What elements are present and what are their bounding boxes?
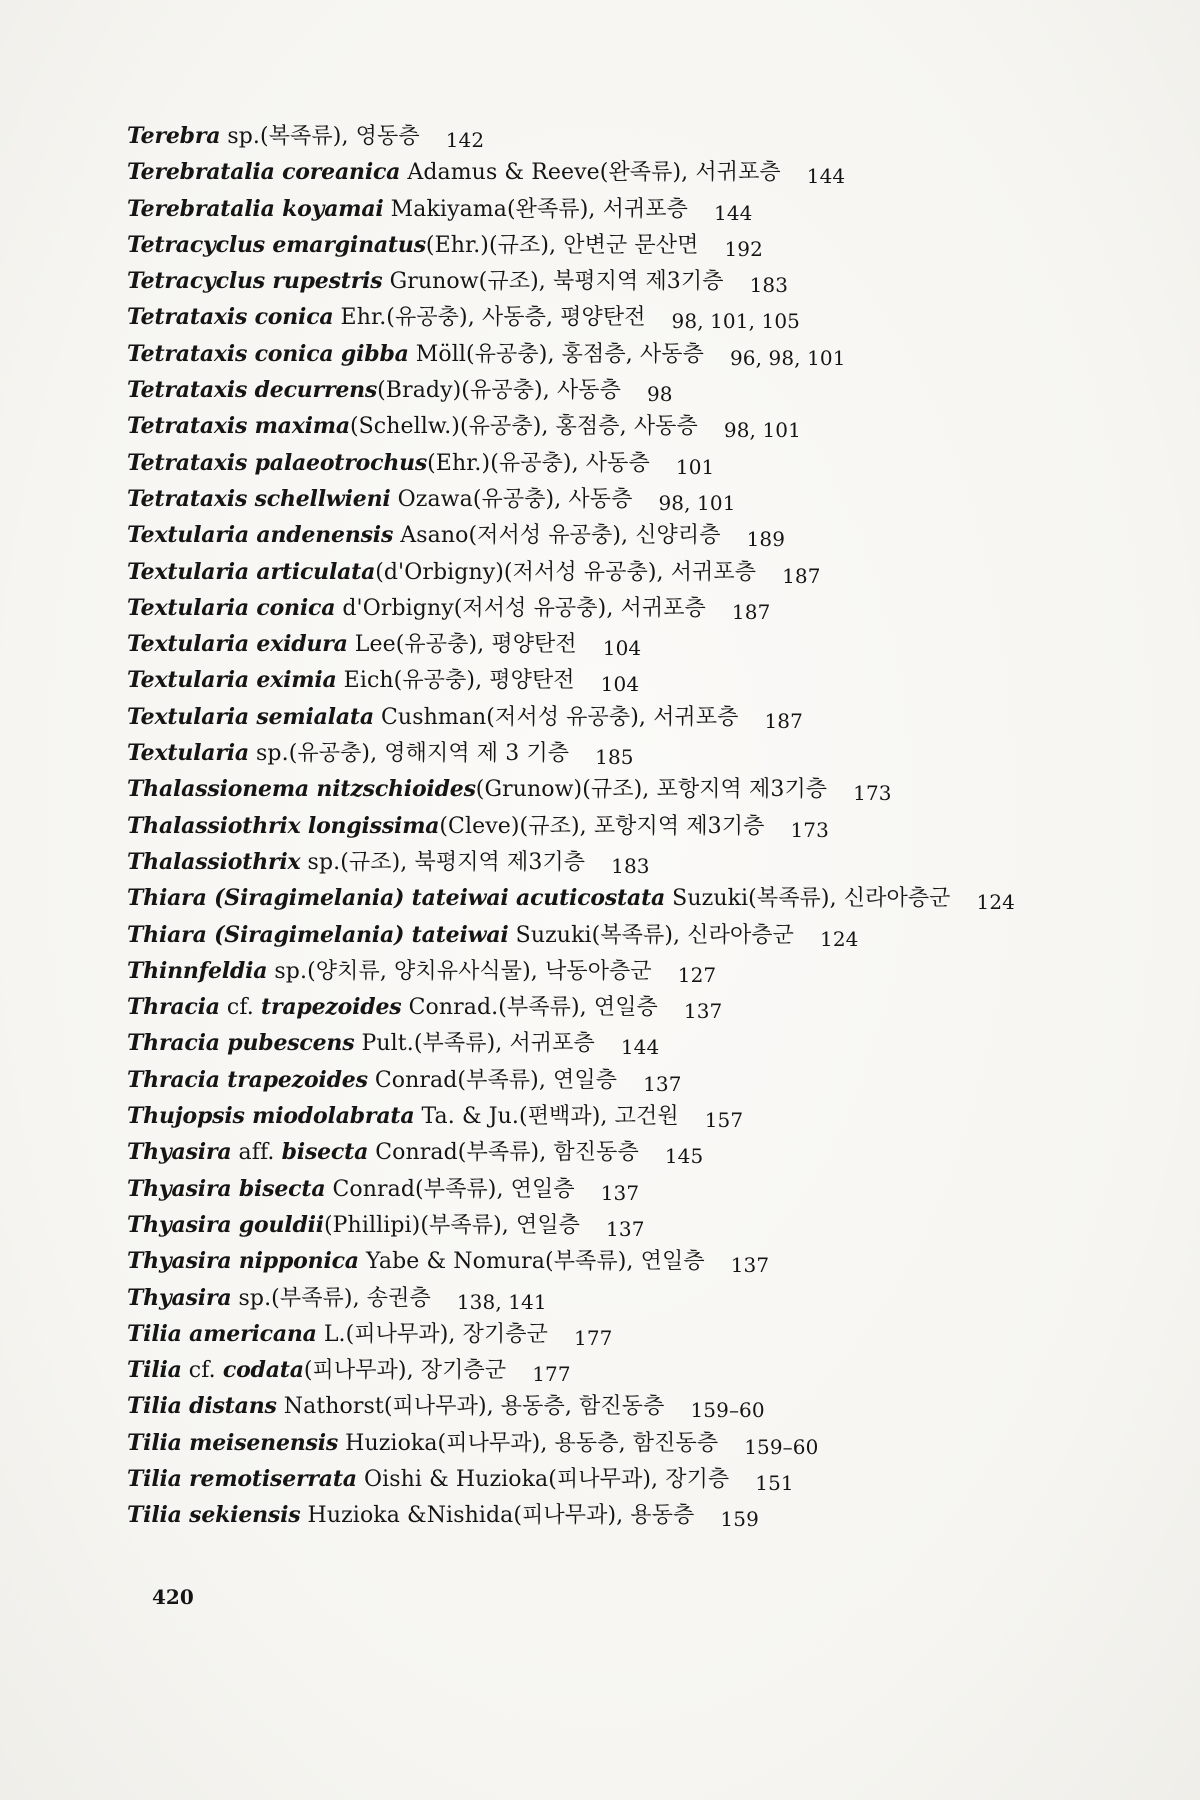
index-entry xyxy=(127,445,1147,481)
page-references: 144 xyxy=(806,164,846,189)
index-entry xyxy=(127,662,1147,698)
page-references: 144 xyxy=(714,200,753,225)
index-entry xyxy=(127,481,1147,517)
scientific-name: Thiara (Siragimelania) tateiwai xyxy=(127,921,509,948)
scientific-name: Thalassiothrix xyxy=(127,848,301,875)
index-entry xyxy=(127,1352,1147,1388)
page-references: 151 xyxy=(755,1470,794,1495)
scientific-name: Textularia semialata xyxy=(127,703,374,730)
scientific-name: Tetrataxis conica gibba xyxy=(127,340,409,367)
index-entry xyxy=(127,263,1147,299)
scientific-name: Tilia xyxy=(127,1357,182,1384)
entry-details: Cushman(저서성 유공충), 서귀포층 xyxy=(373,704,739,730)
index-entry xyxy=(127,299,1147,335)
index-entry xyxy=(127,1497,1147,1533)
index-entry xyxy=(127,336,1147,372)
index-entry xyxy=(127,517,1147,553)
page-references: 187 xyxy=(731,599,771,624)
scientific-name: Thyasira bisecta xyxy=(127,1175,326,1202)
scientific-name: Thyasira xyxy=(127,1139,232,1166)
scientific-name: Textularia articulata xyxy=(127,558,376,585)
entry-details: (피나무과), 장기층군 xyxy=(303,1358,507,1384)
index-entry xyxy=(127,154,1147,190)
scientific-name: Thracia xyxy=(127,994,220,1021)
scientific-name: bisecta xyxy=(281,1139,369,1166)
index-entry xyxy=(127,1461,1147,1497)
entry-details: sp.(유공충), 영해지역 제 3 기층 xyxy=(248,741,570,767)
scientific-name: Tilia meisenensis xyxy=(127,1429,339,1456)
index-entry xyxy=(127,880,1147,916)
page-references: 142 xyxy=(445,128,485,152)
index-entry xyxy=(127,953,1147,989)
scientific-name: Thracia trapezoides xyxy=(127,1066,368,1093)
scientific-name: Thujopsis miodolabrata xyxy=(127,1103,415,1130)
scientific-name: Thinnfeldia xyxy=(127,957,268,984)
page-references: 137 xyxy=(600,1180,640,1205)
entry-details: Huzioka(피나무과), 용동층, 함진동층 xyxy=(338,1430,719,1456)
scientific-name: Thalassiothrix longissima xyxy=(127,812,440,839)
scientific-name: Thalassionema nitzschioides xyxy=(127,776,476,803)
scientific-name: Tetrataxis decurrens xyxy=(127,377,378,404)
entry-details: Pult.(부족류), 서귀포층 xyxy=(354,1031,595,1057)
entry-details: Ta. & Ju.(편백과), 고건원 xyxy=(414,1104,679,1130)
entry-details: Huzioka &Nishida(피나무과), 용동층 xyxy=(300,1503,695,1529)
page-references: 98, 101, 105 xyxy=(671,309,800,334)
page-references: 138, 141 xyxy=(456,1289,547,1314)
entry-details: d'Orbigny(저서성 유공충), 서귀포층 xyxy=(335,595,706,621)
index-entry-list xyxy=(127,118,1147,1534)
page-references: 98, 101 xyxy=(723,418,801,443)
scientific-name: Textularia xyxy=(127,740,249,767)
page-references: 124 xyxy=(976,890,1016,915)
page-references: 177 xyxy=(574,1325,613,1350)
index-entry xyxy=(127,1025,1147,1061)
scientific-name: Textularia eximia xyxy=(127,667,337,694)
page-references: 159 xyxy=(720,1507,759,1532)
scientific-name: Tilia americana xyxy=(127,1320,317,1347)
index-entry xyxy=(127,917,1147,953)
index-entry xyxy=(127,1243,1147,1279)
scientific-name: Tetrataxis conica xyxy=(127,304,334,331)
entry-details: (Ehr.)(규조), 안변군 문산면 xyxy=(425,232,699,258)
scientific-name: Textularia andenensis xyxy=(127,522,394,549)
page-references: 98, 101 xyxy=(658,490,736,515)
index-entry xyxy=(127,1316,1147,1352)
entry-details: Conrad(부족류), 연일층 xyxy=(325,1176,575,1202)
index-entry xyxy=(127,844,1147,880)
entry-details: Conrad.(부족류), 연일층 xyxy=(401,995,658,1021)
scientific-name: Tetracyclus rupestris xyxy=(127,268,383,295)
scientific-name: Terebra xyxy=(127,123,221,149)
page-references: 127 xyxy=(677,962,717,987)
page-references: 124 xyxy=(820,926,859,951)
page-references: 192 xyxy=(724,236,763,261)
scientific-name: Tilia distans xyxy=(127,1393,277,1420)
page-references: 187 xyxy=(764,708,803,733)
entry-details: sp.(복족류), 영동층 xyxy=(220,124,420,149)
index-entry xyxy=(127,1207,1147,1243)
page-references: 104 xyxy=(600,672,640,697)
page-references: 173 xyxy=(853,781,892,806)
entry-details: (Ehr.)(유공충), 사동층 xyxy=(427,450,650,476)
page-references: 159–60 xyxy=(690,1398,765,1423)
scientific-name: Thyasira nipponica xyxy=(127,1248,359,1275)
entry-details: (Phillipi)(부족류), 연일층 xyxy=(323,1212,581,1238)
scientific-name: codata xyxy=(222,1357,304,1384)
scientific-name: Tetrataxis maxima xyxy=(127,413,350,440)
entry-details: Conrad(부족류), 연일층 xyxy=(367,1067,618,1093)
entry-details: Asano(저서성 유공충), 신양리층 xyxy=(393,523,721,549)
index-entry xyxy=(127,372,1147,408)
entry-details: (d'Orbigny)(저서성 유공충), 서귀포층 xyxy=(375,559,757,585)
index-entry xyxy=(127,1280,1147,1316)
index-entry xyxy=(127,808,1147,844)
scientific-name: Tilia sekiensis xyxy=(127,1502,301,1529)
entry-details: Yabe & Nomura(부족류), 연일층 xyxy=(358,1249,705,1275)
entry-details: (Brady)(유공충), 사동층 xyxy=(377,378,621,404)
entry-details: Suzuki(복족류), 신라아층군 xyxy=(665,886,951,912)
scientific-name: Textularia conica xyxy=(127,594,336,621)
entry-details: aff. xyxy=(231,1140,282,1166)
scientific-name: Tilia remotiserrata xyxy=(127,1465,357,1492)
index-entry xyxy=(127,989,1147,1025)
page-references: 137 xyxy=(606,1216,645,1241)
entry-details: sp.(양치류, 양치유사식물), 낙동아층군 xyxy=(267,958,652,984)
entry-details: cf. xyxy=(181,1358,223,1384)
index-entry xyxy=(127,408,1147,444)
entry-details: sp.(규조), 북평지역 제3기층 xyxy=(300,849,586,875)
page-references: 173 xyxy=(790,817,829,842)
entry-details: Ehr.(유공충), 사동층, 평양탄전 xyxy=(333,305,646,331)
entry-details: Möll(유공충), 홍점층, 사동층 xyxy=(408,341,704,367)
scientific-name: trapezoides xyxy=(261,994,402,1021)
page-references: 104 xyxy=(602,636,642,661)
index-entry xyxy=(127,118,1147,154)
entry-details: Lee(유공충), 평양탄전 xyxy=(347,632,577,658)
index-entry xyxy=(127,1062,1147,1098)
entry-details: sp.(부족류), 송권층 xyxy=(231,1285,431,1311)
scientific-name: Thracia pubescens xyxy=(127,1030,355,1057)
entry-details: Eich(유공충), 평양탄전 xyxy=(336,668,575,694)
page-references: 137 xyxy=(730,1253,770,1278)
index-entry xyxy=(127,1134,1147,1170)
page-number: 420 xyxy=(152,1585,194,1609)
page-references: 177 xyxy=(532,1362,571,1387)
page-references: 98 xyxy=(646,382,673,407)
entry-details: Ozawa(유공충), 사동층 xyxy=(390,486,633,512)
page-references: 185 xyxy=(595,745,634,770)
index-entry xyxy=(127,1388,1147,1424)
index-entry xyxy=(127,1171,1147,1207)
index-entry xyxy=(127,590,1147,626)
page-references: 157 xyxy=(704,1108,744,1133)
entry-details: (Grunow)(규조), 포항지역 제3기층 xyxy=(475,777,828,803)
entry-details: L.(피나무과), 장기층군 xyxy=(316,1321,549,1347)
entry-details: Conrad(부족류), 함진동층 xyxy=(368,1140,639,1166)
entry-details: Oishi & Huzioka(피나무과), 장기층 xyxy=(356,1466,730,1492)
scientific-name: Terebratalia coreanica xyxy=(127,159,401,186)
scientific-name: Terebratalia koyamai xyxy=(127,195,384,222)
scientific-name: Textularia exidura xyxy=(127,631,348,658)
scientific-name: Thiara (Siragimelania) tateiwai acuticostata xyxy=(127,885,666,912)
entry-details: Grunow(규조), 북평지역 제3기층 xyxy=(382,269,724,295)
entry-details: cf. xyxy=(219,995,261,1021)
index-entry xyxy=(127,626,1147,662)
index-entry xyxy=(127,191,1147,227)
scientific-name: Tetrataxis schellwieni xyxy=(127,485,391,512)
page-references: 96, 98, 101 xyxy=(729,345,846,370)
page-references: 159–60 xyxy=(744,1434,819,1459)
scientific-name: Thyasira xyxy=(127,1284,232,1311)
entry-details: (Cleve)(규조), 포항지역 제3기층 xyxy=(439,813,765,839)
index-entry xyxy=(127,735,1147,771)
entry-details: Suzuki(복족류), 신라아층군 xyxy=(508,922,795,948)
index-entry xyxy=(127,699,1147,735)
index-entry xyxy=(127,1425,1147,1461)
entry-details: (Schellw.)(유공충), 홍점층, 사동층 xyxy=(349,414,698,440)
scientific-name: Tetracyclus emarginatus xyxy=(127,231,426,258)
page-references: 137 xyxy=(643,1071,682,1096)
page-references: 144 xyxy=(620,1035,660,1060)
page-references: 101 xyxy=(675,454,715,479)
scientific-name: Thyasira gouldii xyxy=(127,1211,324,1238)
index-entry xyxy=(127,1098,1147,1134)
entry-details: Nathorst(피나무과), 용동층, 함진동층 xyxy=(276,1394,665,1420)
index-entry xyxy=(127,227,1147,263)
index-entry xyxy=(127,771,1147,807)
index-entry xyxy=(127,554,1147,590)
page-references: 183 xyxy=(749,273,789,298)
page-references: 183 xyxy=(611,853,650,878)
page-references: 137 xyxy=(683,999,723,1024)
page-references: 187 xyxy=(782,563,821,588)
page-references: 145 xyxy=(664,1144,704,1169)
page-references: 189 xyxy=(746,527,786,552)
scientific-name: Tetrataxis palaeotrochus xyxy=(127,449,428,476)
entry-details: Adamus & Reeve(완족류), 서귀포층 xyxy=(400,160,781,186)
entry-details: Makiyama(완족류), 서귀포층 xyxy=(383,196,689,222)
